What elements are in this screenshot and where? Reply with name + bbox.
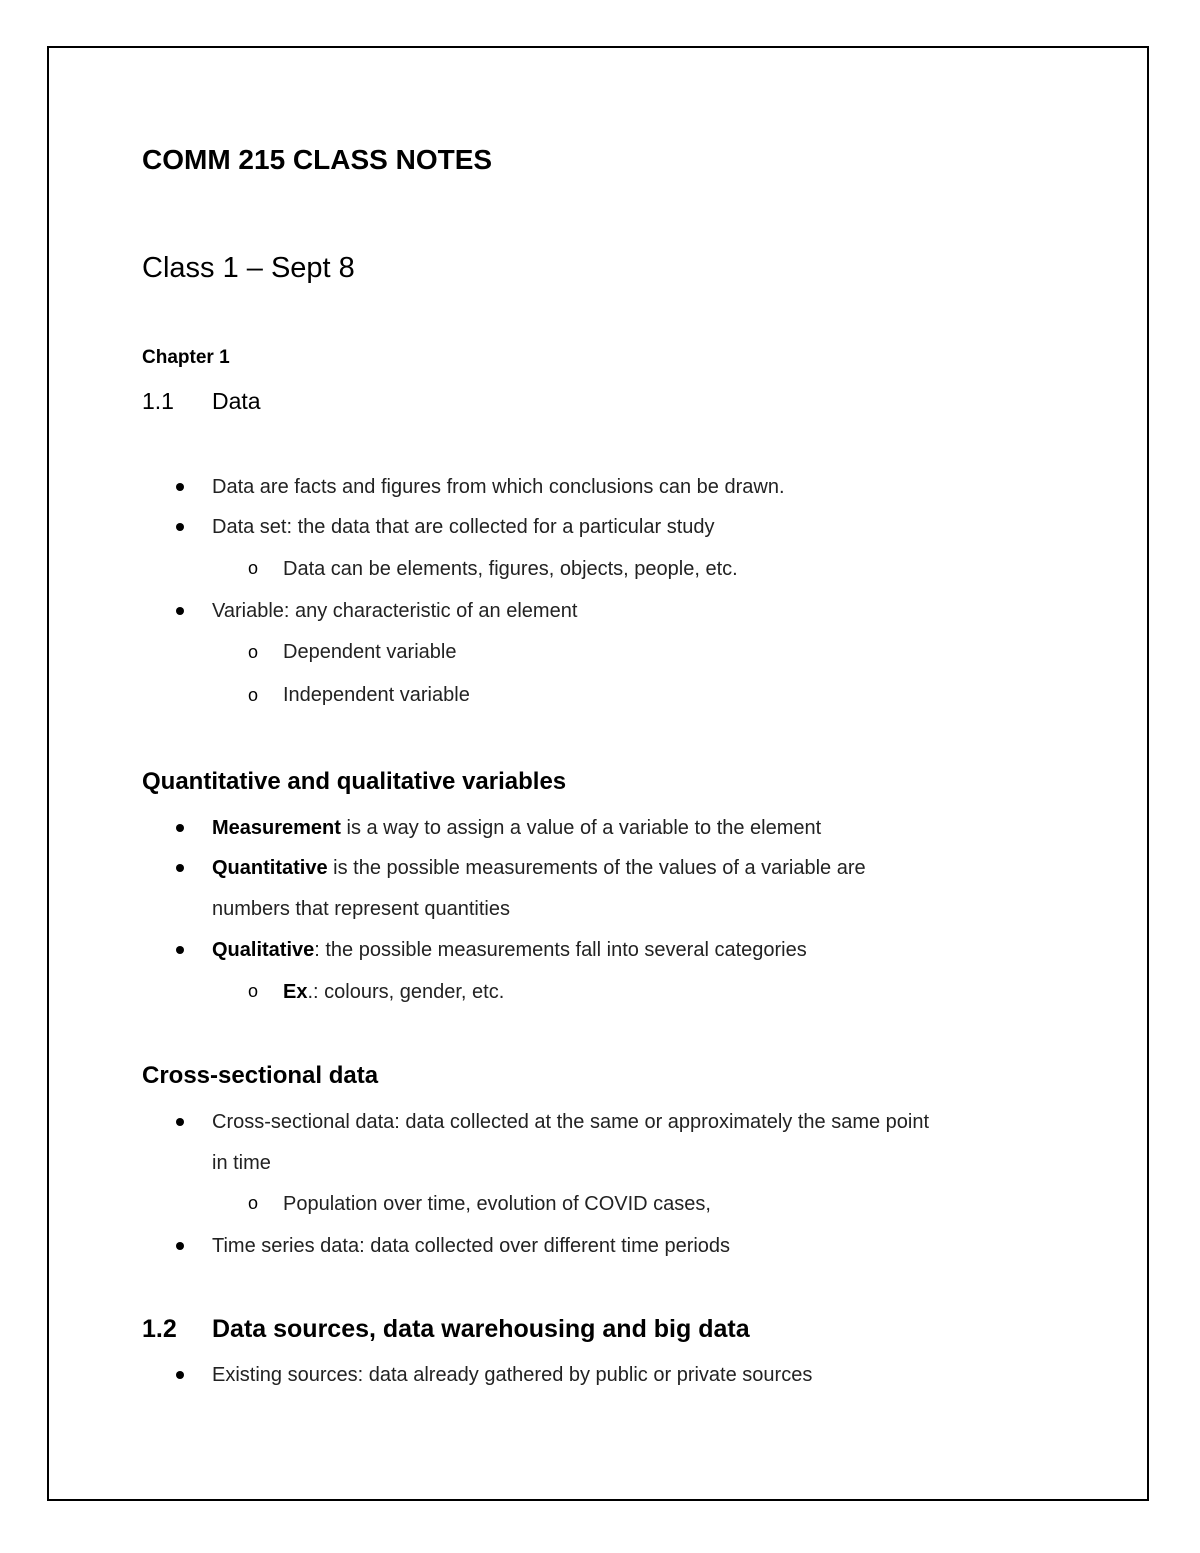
list-item: Variable: any characteristic of an element	[212, 600, 578, 622]
list-item: Data are facts and figures from which conclusions can be drawn.	[212, 476, 785, 498]
sub-bullet-icon: o	[248, 1193, 259, 1213]
list-item: Time series data: data collected over different time periods	[212, 1235, 731, 1257]
list-item-continuation: in time	[212, 1152, 271, 1174]
list-item-continuation: numbers that represent quantities	[212, 898, 510, 920]
term-ex: Ex	[283, 981, 308, 1003]
list-item: Ex.: colours, gender, etc.	[283, 981, 505, 1003]
term-quantitative: Quantitative	[212, 857, 328, 879]
list-item: Measurement is a way to assign a value of a variable to the element	[212, 817, 822, 839]
section-number-1-1: 1.1	[142, 388, 174, 414]
bullet-icon	[176, 864, 184, 872]
bullet-icon	[176, 1371, 184, 1379]
sub-bullet-icon: o	[248, 981, 259, 1001]
sub-bullet-icon: o	[248, 685, 259, 705]
chapter-heading: Chapter 1	[142, 347, 230, 368]
bullet-icon	[176, 1242, 184, 1250]
section-number-1-2: 1.2	[142, 1315, 177, 1343]
bullet-icon	[176, 1118, 184, 1126]
list-item: Independent variable	[283, 684, 470, 706]
list-item: Population over time, evolution of COVID cases,	[283, 1193, 711, 1215]
bullet-icon	[176, 824, 184, 832]
bullet-icon	[176, 607, 184, 615]
list-item: Qualitative: the possible measurements fall into several categories	[212, 939, 807, 961]
list-item: Data set: the data that are collected for a particular study	[212, 516, 715, 538]
list-item: Cross-sectional data: data collected at the same or approximately the same point	[212, 1111, 930, 1133]
document-title: COMM 215 CLASS NOTES	[142, 144, 493, 175]
heading-quantitative-qualitative: Quantitative and qualitative variables	[142, 768, 567, 795]
section-title-data: Data	[212, 388, 261, 414]
term-qualitative: Qualitative	[212, 939, 315, 961]
list-item: Dependent variable	[283, 641, 457, 663]
sub-bullet-icon: o	[248, 642, 259, 662]
section-title-data-sources: Data sources, data warehousing and big data	[212, 1315, 750, 1343]
heading-cross-sectional: Cross-sectional data	[142, 1062, 379, 1089]
bullet-icon	[176, 946, 184, 954]
list-item: Quantitative is the possible measurements of the values of a variable are	[212, 857, 866, 879]
sub-bullet-icon: o	[248, 558, 259, 578]
list-item: Existing sources: data already gathered by public or private sources	[212, 1364, 813, 1386]
list-item: Data can be elements, figures, objects, people, etc.	[283, 558, 738, 580]
class-date-heading: Class 1 – Sept 8	[142, 252, 355, 284]
term-measurement: Measurement	[212, 817, 341, 839]
bullet-icon	[176, 483, 184, 491]
bullet-icon	[176, 523, 184, 531]
